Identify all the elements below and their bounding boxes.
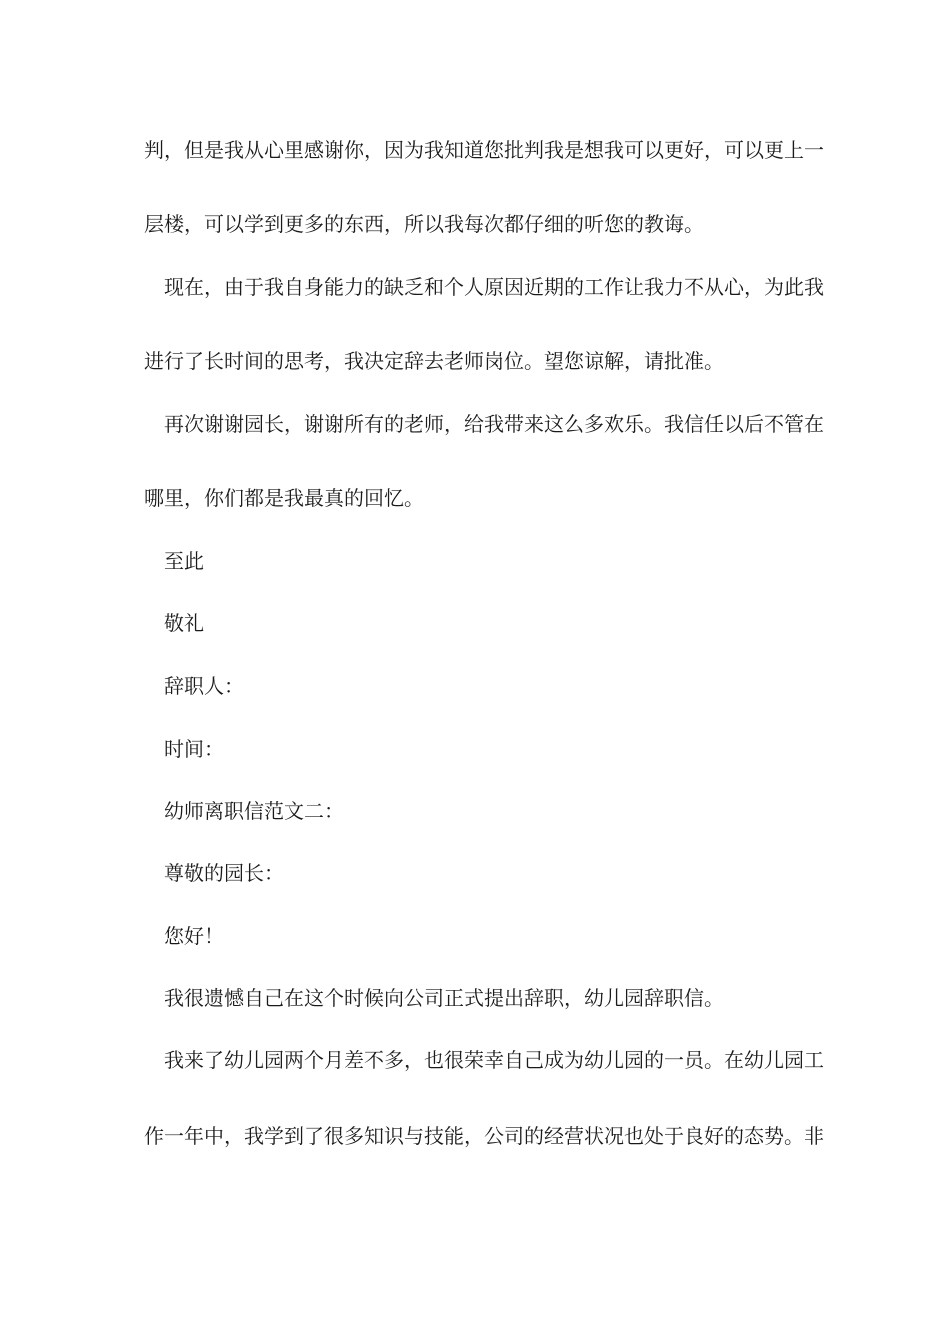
greeting-line: 尊敬的园长： (164, 861, 284, 885)
section-title: 幼师离职信范文二： (164, 799, 344, 823)
paragraph-1-line-1: 判，但是我从心里感谢你，因为我知道您批判我是想我可以更好，可以更上一 (144, 138, 824, 162)
paragraph-4: 我很遗憾自己在这个时候向公司正式提出辞职，幼儿园辞职信。 (164, 986, 724, 1010)
paragraph-2-line-2: 进行了长时间的思考，我决定辞去老师岗位。望您谅解，请批准。 (144, 349, 724, 373)
paragraph-3-line-1: 再次谢谢园长，谢谢所有的老师，给我带来这么多欢乐。我信任以后不管在 (164, 412, 824, 436)
paragraph-2-line-1: 现在，由于我自身能力的缺乏和个人原因近期的工作让我力不从心，为此我 (164, 275, 824, 299)
signer-label: 辞职人： (164, 674, 244, 698)
hello-line: 您好！ (164, 924, 224, 948)
paragraph-1-line-2: 层楼，可以学到更多的东西，所以我每次都仔细的听您的教诲。 (144, 212, 704, 236)
date-label: 时间： (164, 737, 224, 761)
salute-line: 敬礼 (164, 611, 204, 635)
paragraph-3-line-2: 哪里，你们都是我最真的回忆。 (144, 486, 424, 510)
closing-line: 至此 (164, 549, 204, 573)
paragraph-5-line-2: 作一年中，我学到了很多知识与技能，公司的经营状况也处于良好的态势。非 (144, 1124, 824, 1148)
paragraph-5-line-1: 我来了幼儿园两个月差不多，也很荣幸自己成为幼儿园的一员。在幼儿园工 (164, 1048, 824, 1072)
